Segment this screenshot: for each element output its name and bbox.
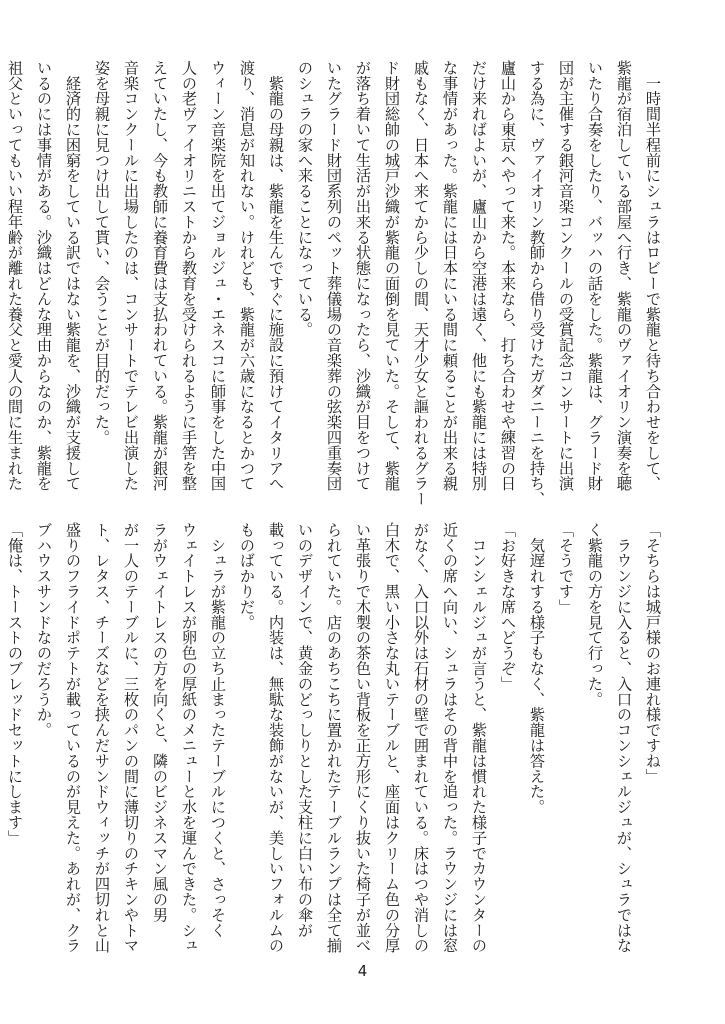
text-line: が落ち着いて生活が出来る状態になったら、沙織が目をつけて — [354, 60, 372, 492]
text-line: ト、レタス、チーズなどを挟んだサンドウィッチが四切れと山 — [93, 522, 111, 954]
text-line: いのデザインで、黄金のどっしりとした支柱に白い布の傘が — [296, 522, 314, 938]
text-line: いるのには事情がある。沙織はどんな理由からなのか、紫龍を — [35, 60, 53, 492]
text-line: 「そちらは城戸様のお連れ様ですね」 — [644, 522, 662, 784]
text-line: ラがウェイトレスの方を向くと、隣のビジネスマン風の男 — [151, 522, 169, 923]
text-line: コンシェルジュが言うと、紫龍は慣れた様子でカウンターの — [470, 522, 488, 954]
text-line: 廬山から東京へやって来た。本来なら、打ち合わせや練習の日 — [499, 60, 517, 492]
text-line: だけ来ればよいが、廬山から空港は遠く、他にも紫龍には特別 — [470, 60, 488, 492]
text-line: 載っている。内装は、無駄な装飾がないが、美しいフォルムの — [267, 522, 285, 954]
text-line: ウェイトレスが卵色の厚紙のメニューと水を運んできた。シュ — [180, 522, 198, 954]
text-line: 渡り、消息が知れない。けれども、紫龍が六歳になるとかつて — [238, 60, 256, 492]
text-line: が一人のテーブルに、三枚のパンの間に薄切りのチキンやトマ — [122, 522, 140, 954]
text-line: 「お好きな席へどうぞ」 — [499, 522, 517, 692]
text-line: 白木で、黒い小さな丸いテーブルと、座面はクリーム色の分厚 — [383, 522, 401, 954]
text-line: 姿を母親に見つけ出して貰い、会うことが目的だった。 — [93, 60, 111, 445]
text-line: 祖父といってもいい程年齢が離れた養父と愛人の間に生まれた — [6, 60, 24, 492]
text-line: ブハウスサンドなのだろうか。 — [35, 522, 53, 738]
text-line: 紫龍が宿泊している部屋へ行き、紫龍のヴァイオリン演奏を聴 — [615, 60, 633, 492]
text-line: 音楽コンクールに出場したのは、コンサートでテレビ出演した — [122, 60, 140, 492]
page-number: 4 — [357, 962, 368, 980]
upper-text-block — [6, 60, 667, 507]
text-line: する為に、ヴァイオリン教師から借り受けたガダニーニを持ち、 — [528, 60, 546, 507]
text-line: ラウンジに入ると、入口のコンシェルジュが、シュラではな — [615, 522, 633, 954]
text-line: がなく、入口以外は石材の壁で囲まれている。床はつや消しの — [412, 522, 430, 954]
text-line: な事情があった。紫龍には日本にいる間に頼ることが出来る親 — [441, 60, 459, 492]
text-line: 気遅れする様子もなく、紫龍は答えた。 — [528, 522, 546, 815]
text-line: いたり合奏をしたり、バッハの話をした。紫龍は、グラード財 — [586, 60, 604, 492]
text-line: く紫龍の方を見て行った。 — [586, 522, 604, 707]
text-line: 経済的に困窮をしている訳ではない紫龍を、沙織が支援して — [64, 60, 82, 492]
text-line: えていたし、今も教師に養育費は支払われている。紫龍が銀河 — [151, 60, 169, 492]
lower-text-block — [6, 522, 667, 954]
text-line: ウィーン音楽院を出てジョルジュ・エネスコに師事をした中国 — [209, 60, 227, 492]
text-line: られていた。店のあちこちに置かれたテーブルランプは全て揃 — [325, 522, 343, 954]
text-line: 近くの席へ向い、シュラはその背中を追った。ラウンジには窓 — [441, 522, 459, 954]
text-line: 紫龍の母親は、紫龍を生んですぐに施設に預けてイタリアへ — [267, 60, 285, 492]
text-line: いたグラード財団系列のペット葬儀場の音楽葬の弦楽四重奏団 — [325, 60, 343, 492]
text-line: 盛りのフライドポテトが載っているのが見えた。あれが、クラ — [64, 522, 82, 954]
text-line: のシュラの家へ来ることになっている。 — [296, 60, 314, 338]
text-line: 団が主催する銀河音楽コンクールの受賞記念コンサートに出演 — [557, 60, 575, 492]
text-line: い革張りで木製の茶色い背板を正方形にくり抜いた椅子が並べ — [354, 522, 372, 954]
text-line: 「そうです」 — [557, 522, 575, 615]
text-line: シュラが紫龍の立ち止まったテーブルにつくと、さっそく — [209, 522, 227, 938]
text-line: 一時間半程前にシュラはロビーで紫龍と待ち合わせをして、 — [644, 60, 662, 492]
text-line: 人の老ヴァイオリニストから教育を受けられるように手筈を整 — [180, 60, 198, 492]
text-line: ド財団総帥の城戸沙織が紫龍の面倒を見ていた。そして、紫龍 — [383, 60, 401, 492]
text-line: 「俺は、トーストのブレッドセットにします」 — [6, 522, 24, 846]
text-line: ものばかりだ。 — [238, 522, 256, 630]
text-line: 戚もなく、日本へ来てから少しの間、天才少女と謳われるグラー — [412, 60, 430, 507]
